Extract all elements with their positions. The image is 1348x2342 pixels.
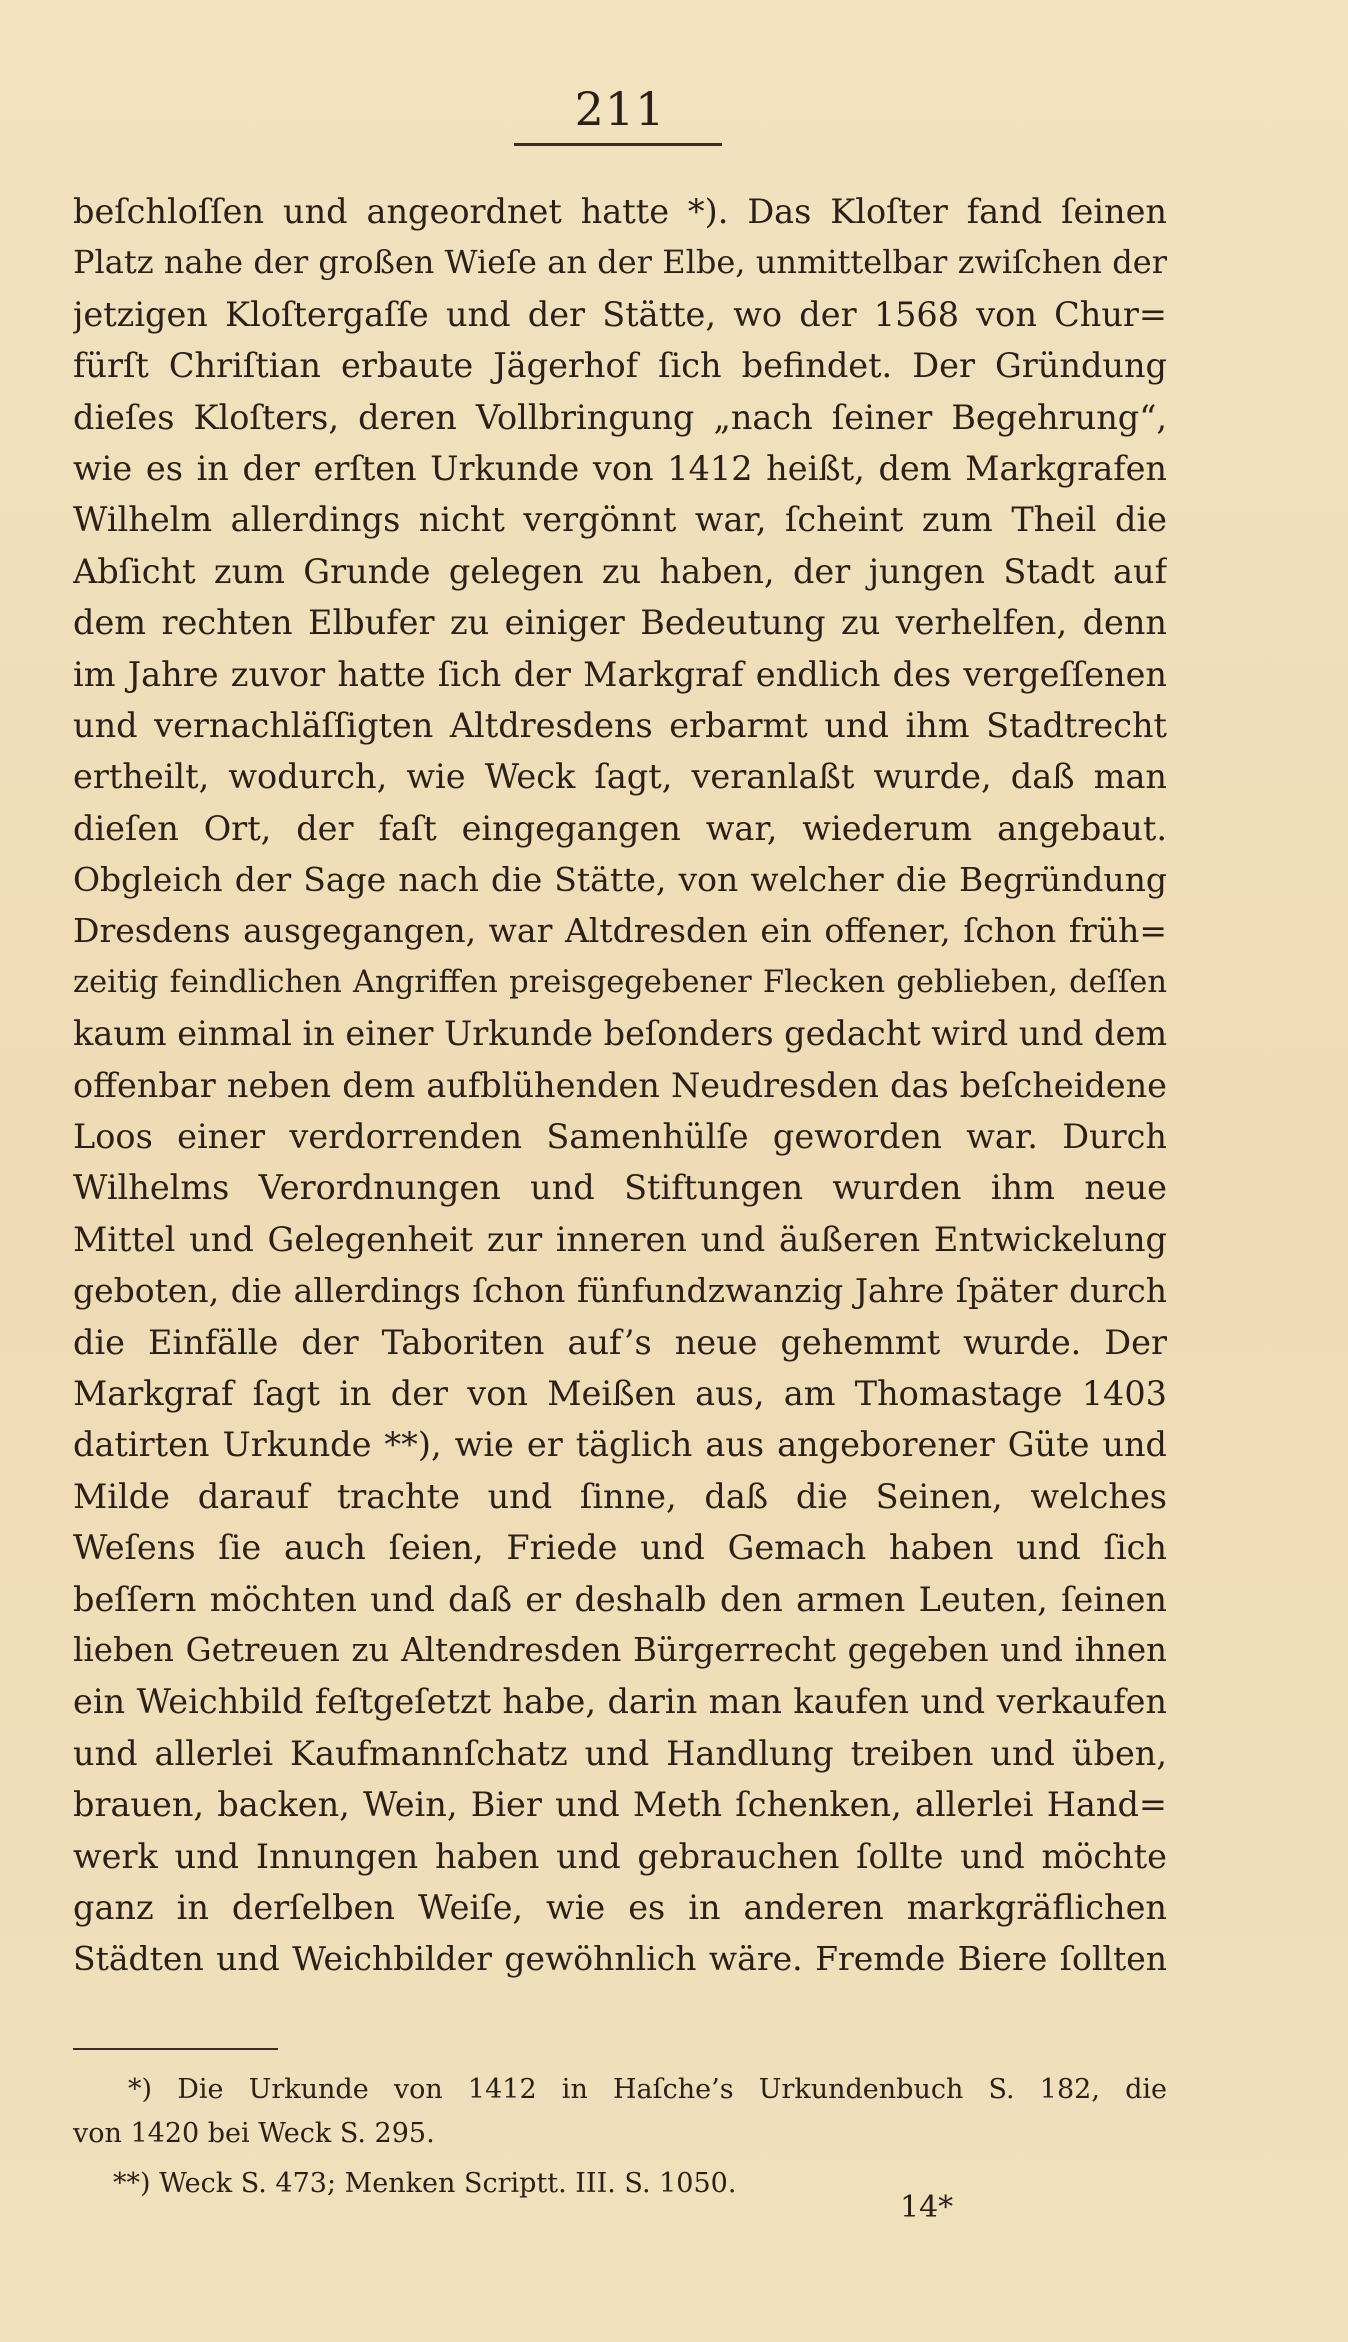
footnote-2: **) Weck S. 473; Menken Scriptt. III. S. 1050. (113, 2168, 737, 2199)
text-line: lieben Getreuen zu Altendresden Bürgerrecht gegeben und ihnen (73, 1630, 1167, 1669)
text-line: im Jahre zuvor hatte ſich der Markgraf endlich des vergeſſenen (73, 654, 1167, 694)
text-line: offenbar neben dem aufblühenden Neudresden das beſcheidene (73, 1065, 1167, 1105)
text-line: Markgraf ſagt in der von Meißen aus, am Thomastage 1403 (73, 1373, 1167, 1413)
text-line: geboten, die allerdings ſchon fünfundzwanzig Jahre ſpäter durch (73, 1271, 1167, 1311)
text-line: wie es in der erſten Urkunde von 1412 heißt, dem Markgrafen (73, 448, 1167, 488)
signature-mark: 14* (900, 2190, 954, 2225)
footnote-1-line-2: von 1420 bei Weck S. 295. (73, 2118, 435, 2149)
footnotes (73, 2068, 1167, 2206)
text-line: brauen, backen, Wein, Bier und Meth ſchenken, allerlei Hand= (73, 1785, 1167, 1825)
footnote-rule (73, 2048, 278, 2050)
text-line: Wilhelm allerdings nicht vergönnt war, ſcheint zum Theil die (73, 500, 1167, 540)
text-line: ganz in derſelben Weiſe, wie es in anderen markgräflichen (73, 1887, 1167, 1927)
text-line: Abſicht zum Grunde gelegen zu haben, der jungen Stadt auf (73, 551, 1167, 591)
text-line: dieſes Kloſters, deren Vollbringung „nach ſeiner Begehrung“, (73, 397, 1167, 437)
text-line: werk und Innungen haben und gebrauchen ſollte und möchte (73, 1836, 1167, 1876)
page-number: 211 (574, 82, 666, 136)
text-line: Loos einer verdorrenden Samenhülſe geworden war. Durch (73, 1117, 1167, 1157)
text-line: Wilhelms Verordnungen und Stiftungen wurden ihm neue (73, 1168, 1167, 1208)
footnote-1-line-1: *) Die Urkunde von 1412 in Haſche’s Urkundenbuch S. 182, die (128, 2074, 1167, 2105)
footnote-1 (73, 2068, 1167, 2156)
text-line: dem rechten Elbufer zu einiger Bedeutung zu verhelfen, denn (73, 603, 1167, 643)
body-text (73, 186, 1167, 1985)
text-line: Platz nahe der großen Wieſe an der Elbe, unmittelbar zwiſchen der (73, 243, 1167, 282)
text-line: Dresdens ausgegangen, war Altdresden ein offener, ſchon früh= (73, 911, 1167, 951)
header-rule (514, 143, 722, 146)
text-line: zeitig feindlichen Angriffen preisgegebener Flecken geblieben, deſſen (73, 964, 1167, 1000)
text-line: dieſen Ort, der faſt eingegangen war, wiederum angebaut. (73, 808, 1167, 848)
text-line: und vernachläſſigten Altdresdens erbarmt und ihm Stadtrecht (73, 705, 1167, 745)
text-line: Mittel und Gelegenheit zur inneren und äußeren Entwickelung (73, 1219, 1167, 1259)
text-line: und allerlei Kaufmannſchatz und Handlung treiben und üben, (73, 1733, 1167, 1773)
text-line: ein Weichbild feſtgeſetzt habe, darin man kaufen und verkaufen (73, 1682, 1167, 1722)
text-line: beſchloſſen und angeordnet hatte *). Das Kloſter fand ſeinen (73, 192, 1167, 231)
text-line: fürſt Chriſtian erbaute Jägerhof ſich befindet. Der Gründung (73, 346, 1167, 386)
text-line: beſſern möchten und daß er deshalb den armen Leuten, ſeinen (73, 1579, 1167, 1619)
text-line: die Einfälle der Taboriten auf’s neue gehemmt wurde. Der (73, 1322, 1167, 1362)
text-line: Obgleich der Sage nach die Stätte, von welcher die Begründung (73, 860, 1167, 900)
text-line: Milde darauf trachte und ſinne, daß die Seinen, welches (73, 1476, 1167, 1516)
text-line: Städten und Weichbilder gewöhnlich wäre. Fremde Biere ſollten (73, 1939, 1167, 1979)
text-line: jetzigen Kloſtergaſſe und der Stätte, wo der 1568 von Chur= (73, 294, 1167, 334)
text-line: kaum einmal in einer Urkunde beſonders gedacht wird und dem (73, 1014, 1167, 1054)
text-line: Weſens ſie auch ſeien, Friede und Gemach haben und ſich (73, 1528, 1167, 1568)
text-line: ertheilt, wodurch, wie Weck ſagt, veranlaßt wurde, daß man (73, 757, 1167, 797)
text-line: datirten Urkunde **), wie er täglich aus angeborener Güte und (73, 1425, 1167, 1465)
